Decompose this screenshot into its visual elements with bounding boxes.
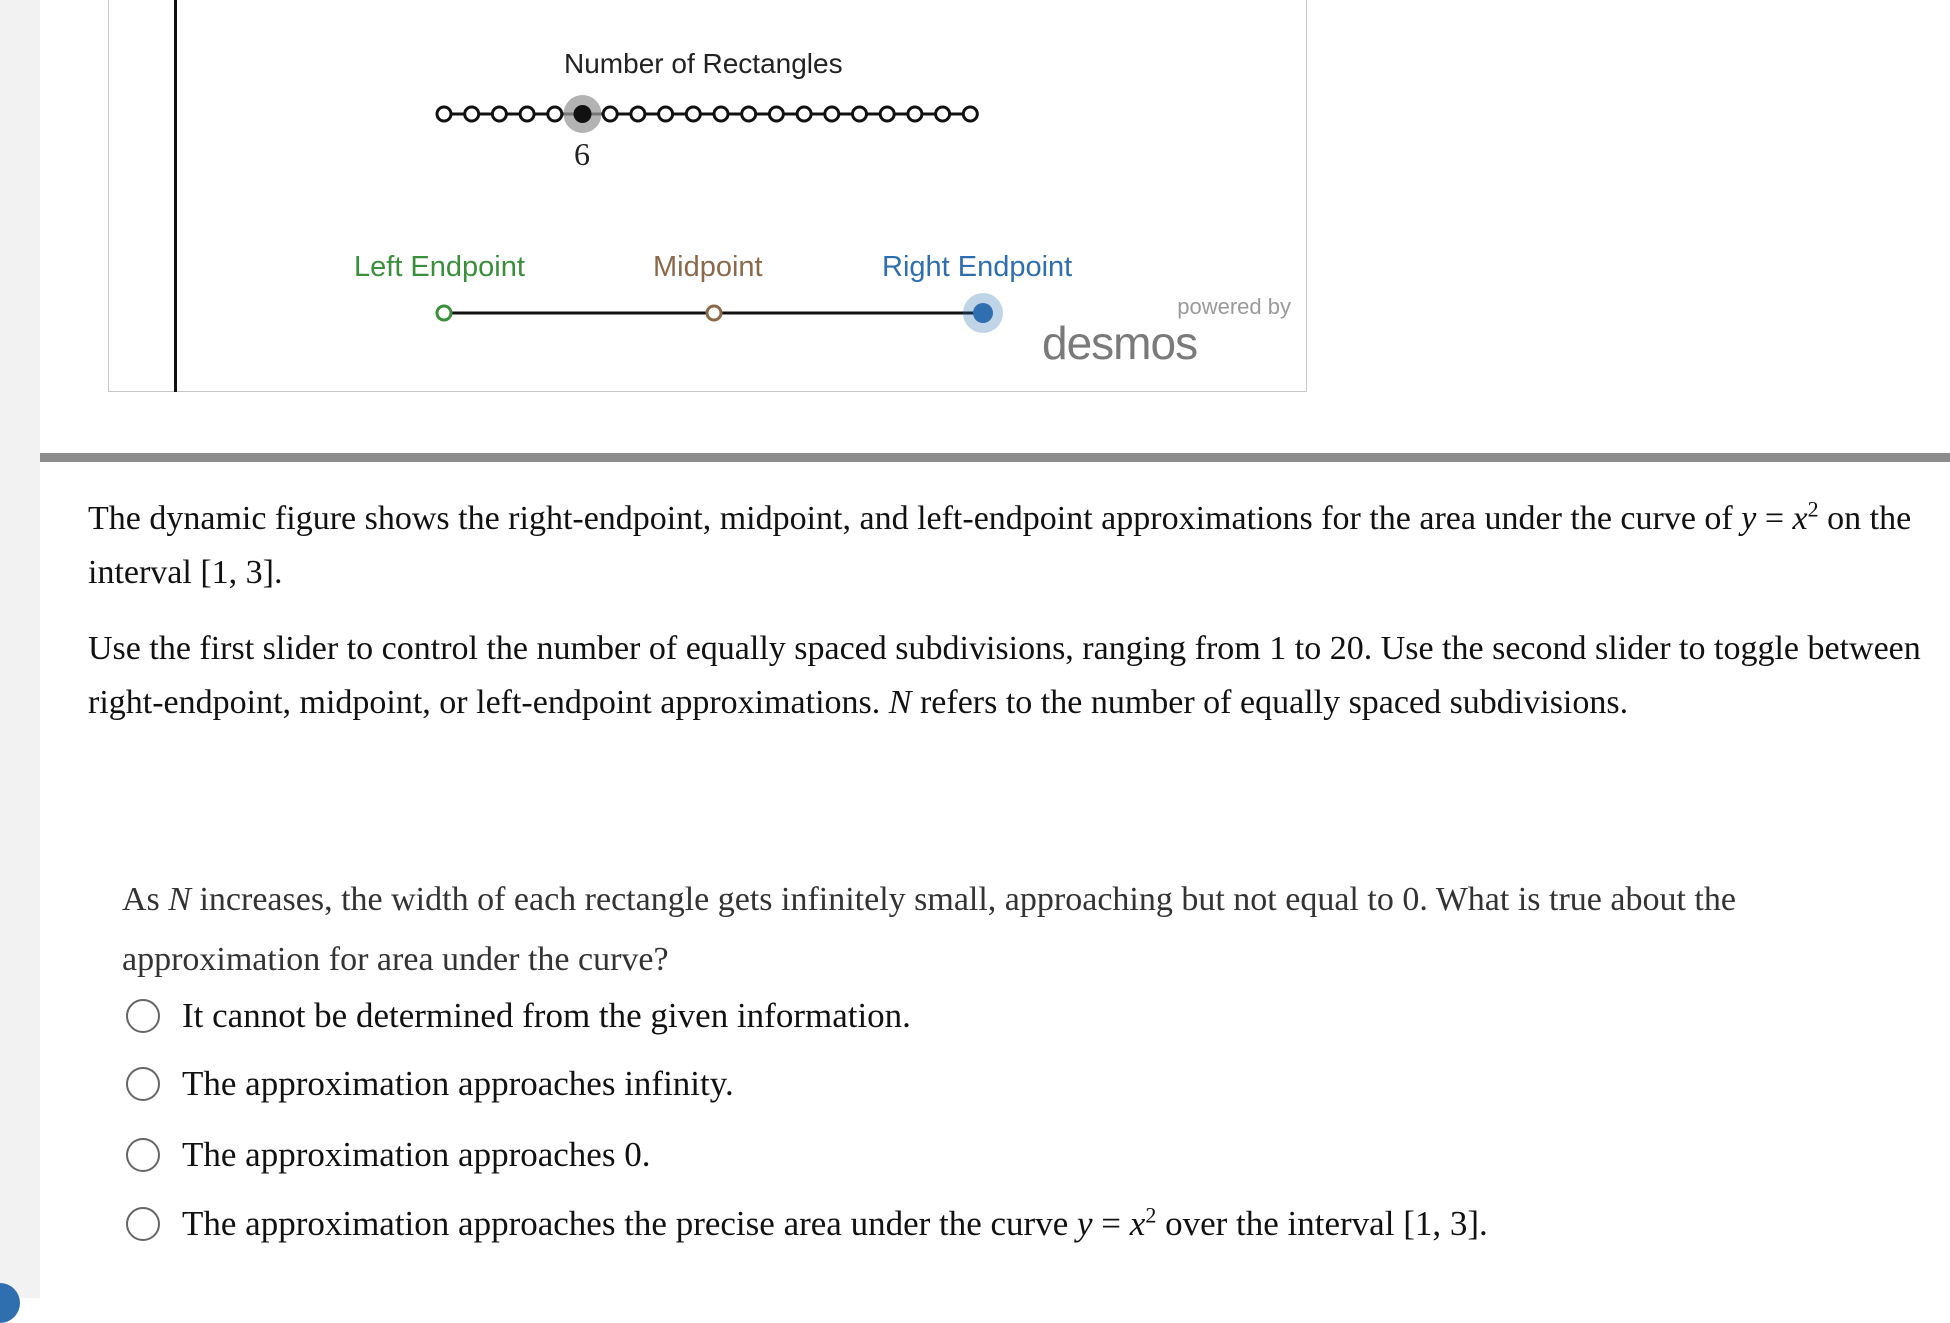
rectangles-slider-handle[interactable]	[574, 105, 592, 123]
rectangles-slider-point[interactable]	[603, 107, 617, 121]
p1-text: The dynamic figure shows the right-endpoint, midpoint, and left-endpoint approximations for the area under the curve of	[88, 500, 1733, 537]
desmos-logo[interactable]: desmos	[1042, 317, 1198, 369]
rectangles-slider-point[interactable]	[465, 107, 479, 121]
rectangles-slider-point[interactable]	[659, 107, 673, 121]
answer-option-2[interactable]	[126, 1062, 734, 1106]
rectangles-slider-point[interactable]	[936, 107, 950, 121]
rectangles-slider-point[interactable]	[437, 107, 451, 121]
description-paragraph-2	[88, 622, 1928, 730]
option4-math-y: y	[1077, 1204, 1093, 1243]
rectangles-slider-point[interactable]	[963, 107, 977, 121]
option-label: The approximation approaches 0.	[182, 1135, 651, 1174]
rectangles-slider-point[interactable]	[742, 107, 756, 121]
description-paragraph-1	[88, 492, 1928, 600]
question-prompt	[122, 870, 1902, 990]
rectangles-slider-title: Number of Rectangles	[564, 48, 843, 79]
question-prefix: As	[122, 881, 160, 918]
left-endpoint-label: Left Endpoint	[354, 251, 525, 283]
scroll-indicator[interactable]	[0, 1283, 20, 1323]
option-label	[182, 1204, 1488, 1244]
question-var-n: N	[168, 881, 191, 918]
rectangles-slider-point[interactable]	[548, 107, 562, 121]
option4-math-x: x	[1129, 1204, 1146, 1243]
answer-option-3[interactable]	[126, 1133, 650, 1177]
rectangles-slider-point[interactable]	[714, 107, 728, 121]
p2-text-b: refers to the number of equally spaced subdivisions.	[919, 684, 1629, 721]
rectangles-slider-point[interactable]	[880, 107, 894, 121]
rectangles-slider-point[interactable]	[520, 107, 534, 121]
rectangles-slider-point[interactable]	[825, 107, 839, 121]
p1-tail: on the interval [1, 3].	[88, 500, 1912, 591]
option-label: It cannot be determined from the given information.	[182, 996, 911, 1035]
option4-after: over the interval [1, 3].	[1165, 1204, 1488, 1243]
right-endpoint-label: Right Endpoint	[882, 251, 1073, 283]
rectangles-slider-point[interactable]	[769, 107, 783, 121]
desmos-graph	[108, 0, 1307, 392]
method-slider-handle[interactable]	[973, 303, 993, 323]
method-slider[interactable]	[437, 293, 1003, 333]
p1-math-exp: 2	[1807, 496, 1819, 522]
p1-math-y: y	[1741, 500, 1757, 537]
p2-var-n: N	[888, 684, 912, 721]
radio-button[interactable]	[126, 1207, 160, 1241]
left-rail	[0, 0, 40, 1298]
p1-math-eq: =	[1756, 500, 1793, 537]
powered-by-text: powered by	[1177, 294, 1291, 319]
rectangles-slider-point[interactable]	[797, 107, 811, 121]
p2-text-a: Use the first slider to control the number of equally spaced subdivisions, ranging from 1 to 20. Use the second slider to toggle between right-endpoint, midpoint, or left-endpoint approximations.	[88, 630, 1921, 721]
rectangles-slider-point[interactable]	[853, 107, 867, 121]
rectangles-slider-point[interactable]	[686, 107, 700, 121]
option-label: The approximation approaches infinity.	[182, 1064, 734, 1103]
rectangles-slider-point[interactable]	[908, 107, 922, 121]
midpoint-label: Midpoint	[653, 251, 763, 283]
answer-option-1[interactable]	[126, 994, 911, 1038]
method-slider-stop[interactable]	[437, 306, 451, 320]
radio-button[interactable]	[126, 1067, 160, 1101]
rectangles-slider-point[interactable]	[631, 107, 645, 121]
p1-math-x: x	[1792, 500, 1808, 537]
rectangles-value: 6	[574, 136, 590, 172]
radio-button[interactable]	[126, 999, 160, 1033]
answer-option-4[interactable]	[126, 1202, 1488, 1246]
section-divider	[40, 453, 1950, 462]
rectangles-slider-point[interactable]	[492, 107, 506, 121]
option4-math-exp: 2	[1145, 1202, 1157, 1228]
option4-before: The approximation approaches the precise area under the curve	[182, 1204, 1069, 1243]
radio-button[interactable]	[126, 1138, 160, 1172]
rectangles-slider[interactable]	[437, 95, 977, 133]
option4-math-eq: =	[1092, 1204, 1130, 1243]
method-slider-stop[interactable]	[707, 306, 721, 320]
question-text: increases, the width of each rectangle gets infinitely small, approaching but not equal to 0. What is true about the approximation for area under the curve?	[122, 881, 1736, 978]
